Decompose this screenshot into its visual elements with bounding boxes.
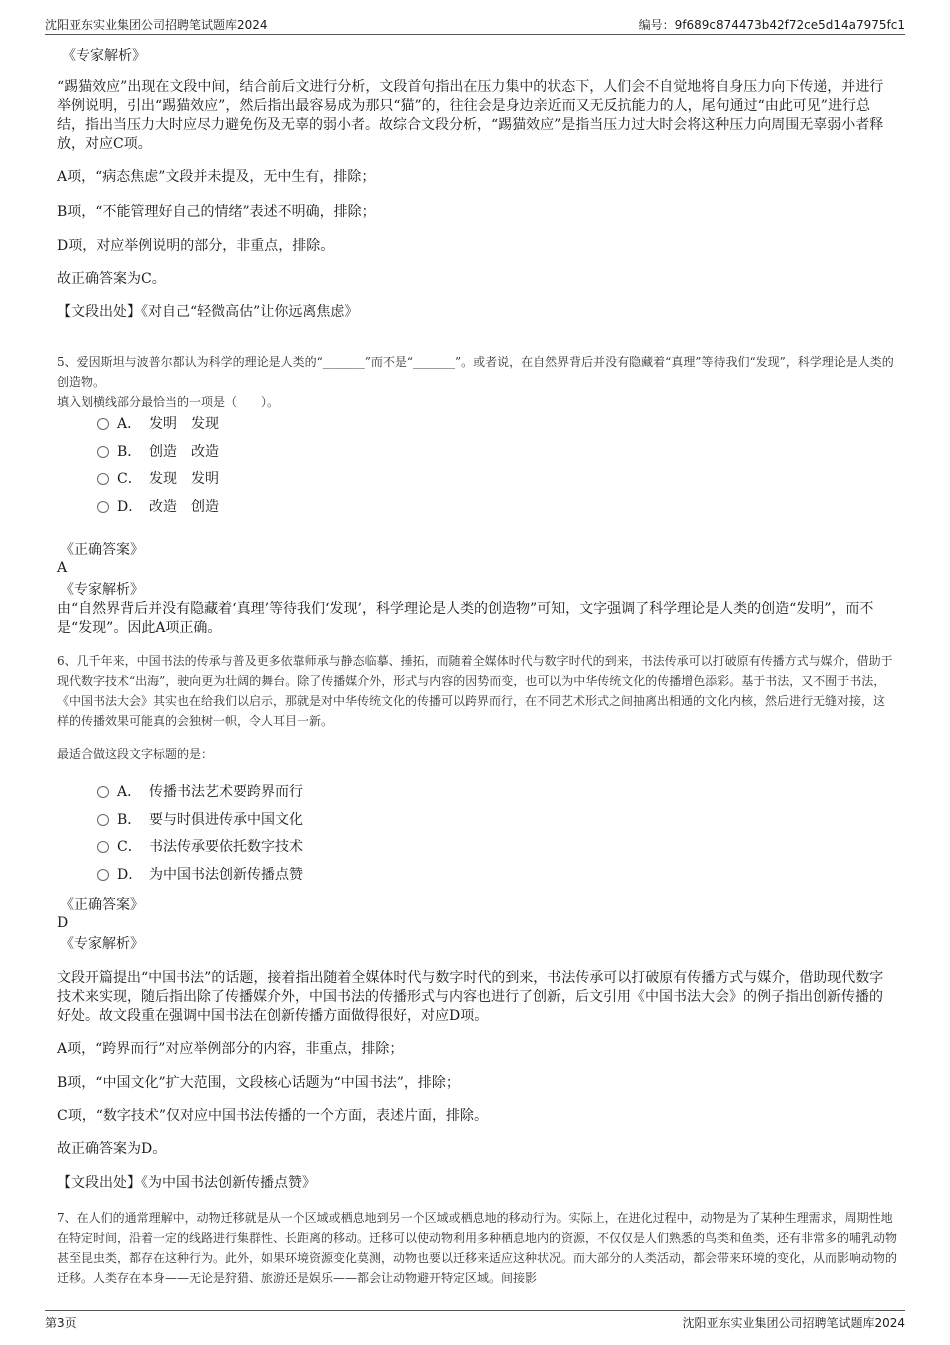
option-text: 创造 改造	[149, 444, 219, 460]
q6-source: 【文段出处】《为中国书法创新传播点赞》	[57, 1175, 316, 1191]
q4-source: 【文段出处】《对自己“轻微高估”让你远离焦虑》	[57, 304, 359, 320]
q4-conclusion: 故正确答案为C。	[57, 271, 166, 287]
q6-stem: 6、几千年来，中国书法的传承与普及更多依靠师承与静态临摹、捶拓，而随着全媒体时代与数字时代的到来，书法传承可以打破原有传播方式与媒介，借助于现代数字技术“出海”，驶向更为壮阔的舞台。除了传播媒介外，形式与内容的因势而变，也可以为中华传统文化的传播增色添彩。基于书法，又不囿于书法，《中国书法大会》其实也在给我们以启示，那就是对中华传统文化的传播可以跨界而行，在不同艺术形式之间抽离出相通的文化内核，然后进行无缝对接，这样的传播效果可能真的会独树一帜，令人耳目一新。	[57, 654, 893, 728]
page-footer	[45, 1310, 905, 1331]
q4-analysis-text: “踢猫效应”出现在文段中间，结合前后文进行分析，文段首句指出在压力集中的状态下，人们会不自觉地将自身压力向下传递，并进行举例说明，引出“踢猫效应”，然后指出最容易成为那只“猫”的，往往会是身边亲近而又无反抗能力的人，尾句通过“由此可见”进行总结，指出当压力大时应尽力避免伤及无辜的弱小者。故综合文段分析，“踢猫效应”是指当压力过大时会将这种压力向周围无辜弱小者释放，对应C项。	[57, 79, 884, 152]
radio-icon[interactable]	[97, 786, 109, 798]
option-letter: B．	[117, 444, 142, 460]
q5-option-b[interactable]	[97, 442, 219, 462]
q6-conclusion: 故正确答案为D。	[57, 1141, 167, 1157]
q5-analysis-label: 《专家解析》	[60, 582, 144, 598]
q6-option-d[interactable]	[97, 865, 303, 885]
q7-stem: 7、在人们的通常理解中，动物迁移就是从一个区域或栖息地到另一个区域或栖息地的移动行为。实际上，在进化过程中，动物是为了某种生理需求，周期性地在特定时间，沿着一定的线路进行集群性、长距离的移动。迁移可以使动物利用多种栖息地内的资源，不仅仅是人们熟悉的鸟类和鱼类，还有非常多的哺乳动物甚至昆虫类，都存在这种行为。此外，如果环境资源变化莫测，动物也要以迁移来适应这种状况。而大部分的人类活动，都会带来环境的变化，从而影响动物的迁移。人类存在本身——无论是狩猎、旅游还是娱乐——都会让动物避开特定区域。间接影	[57, 1211, 898, 1285]
footer-title: 沈阳亚东实业集团公司招聘笔试题库2024	[682, 1316, 905, 1330]
q5-stem: 5、爱因斯坦与波普尔都认为科学的理论是人类的“_______”而不是“_______”。或者说，在自然界背后并没有隐藏着“真理”等待我们“发现”，科学理论是人类的创造物。	[57, 355, 894, 389]
option-letter: C．	[117, 471, 142, 487]
q6-analysis-text: 文段开篇提出“中国书法”的话题，接着指出随着全媒体时代与数字时代的到来，书法传承可以打破原有传播方式与媒介，借助现代数字技术来实现，随后指出除了传播媒介外，中国书法的传播形式与内容也进行了创新，后文引用《中国书法大会》的例子指出创新传播的好处。故文段重在强调中国书法在创新传播方面做得很好，对应D项。	[57, 970, 884, 1024]
q6-answer: D	[57, 915, 69, 931]
option-text: 为中国书法创新传播点赞	[149, 867, 303, 883]
option-letter: A．	[117, 416, 142, 432]
q6-prompt: 最适合做这段文字标题的是：	[57, 747, 214, 761]
q6-option-c[interactable]	[97, 837, 303, 857]
q5-option-a[interactable]	[97, 414, 219, 434]
q5-option-c[interactable]	[97, 469, 219, 489]
page-header	[45, 14, 905, 35]
q6-option-b-analysis: B项，“中国文化”扩大范围，文段核心话题为“中国书法”，排除；	[57, 1075, 460, 1091]
q5-answer: A	[57, 560, 68, 576]
radio-icon[interactable]	[97, 814, 109, 826]
q4-option-b-analysis: B项，“不能管理好自己的情绪”表述不明确，排除；	[57, 204, 376, 220]
page-number: 第3页	[45, 1316, 77, 1330]
radio-icon[interactable]	[97, 473, 109, 485]
q5-analysis-text: 由“自然界背后并没有隐藏着‘真理’等待我们‘发现’，科学理论是人类的创造物”可知，文字强调了科学理论是人类的创造“发明”，而不是“发现”。因此A项正确。	[57, 601, 874, 636]
q6-analysis-label: 《专家解析》	[60, 936, 144, 952]
option-text: 发明 发现	[149, 416, 219, 432]
option-letter: B．	[117, 812, 142, 828]
q5-answer-label: 《正确答案》	[60, 542, 144, 558]
option-letter: A．	[117, 784, 142, 800]
header-doc-id: 编号：9f689c874473b42f72ce5d14a7975fc1	[638, 18, 905, 32]
q6-option-a[interactable]	[97, 782, 303, 802]
option-text: 传播书法艺术要跨界而行	[149, 784, 303, 800]
q6-option-b[interactable]	[97, 810, 303, 830]
radio-icon[interactable]	[97, 446, 109, 458]
radio-icon[interactable]	[97, 418, 109, 430]
q4-option-d-analysis: D项，对应举例说明的部分，非重点，排除。	[57, 238, 335, 254]
q6-option-a-analysis: A项，“跨界而行”对应举例部分的内容，非重点，排除；	[57, 1041, 404, 1057]
q4-option-a-analysis: A项，“病态焦虑”文段并未提及，无中生有，排除；	[57, 169, 376, 185]
option-text: 改造 创造	[149, 499, 219, 515]
option-letter: D．	[117, 499, 143, 515]
option-letter: D．	[117, 867, 143, 883]
q5-option-d[interactable]	[97, 497, 219, 517]
q4-analysis-label: 《专家解析》	[62, 48, 146, 64]
radio-icon[interactable]	[97, 841, 109, 853]
radio-icon[interactable]	[97, 501, 109, 513]
q5-prompt: 填入划横线部分最恰当的一项是（ ）。	[57, 395, 280, 409]
q6-option-c-analysis: C项，“数字技术”仅对应中国书法传播的一个方面，表述片面，排除。	[57, 1108, 489, 1124]
option-letter: C．	[117, 839, 142, 855]
radio-icon[interactable]	[97, 869, 109, 881]
q6-answer-label: 《正确答案》	[60, 897, 144, 913]
option-text: 书法传承要依托数字技术	[149, 839, 303, 855]
option-text: 要与时俱进传承中国文化	[149, 812, 303, 828]
header-title: 沈阳亚东实业集团公司招聘笔试题库2024	[45, 18, 268, 32]
option-text: 发现 发明	[149, 471, 219, 487]
